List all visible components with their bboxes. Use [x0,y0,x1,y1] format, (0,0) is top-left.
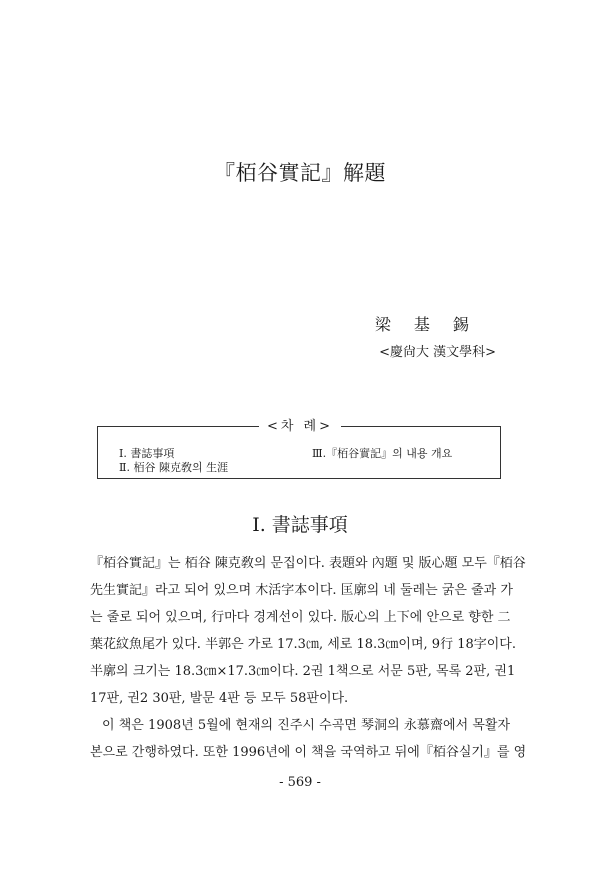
toc-label [0,415,600,434]
toc-item-2: Ⅱ. 栢谷 陳克敎의 生涯 [119,461,229,474]
body-line: 『栢谷實記』는 栢谷 陳克敎의 문집이다. 表題와 內題 및 版心題 모두『栢谷 [90,556,526,571]
author-affiliation: <慶尙大 漢文學科> [379,345,496,360]
body-line: 는 줄로 되어 있으며, 行마다 경계선이 있다. 版心의 上下에 안으로 향한 二 [90,610,511,625]
page-title: 『栢谷實記』解題 [214,161,386,185]
body-line: 葉花紋魚尾가 있다. 半郭은 가로 17.3㎝, 세로 18.3㎝이며, 9行 18字이다. [90,637,516,652]
body-line: 본으로 간행하였다. 또한 1996년에 이 책을 국역하고 뒤에『栢谷실기』를 영 [90,745,527,760]
body-line: 先生實記』라고 되어 있으며 木活字本이다. 匡廓의 네 둘레는 굵은 줄과 가 [90,583,513,598]
toc-label-text: <차 례> [259,419,341,434]
body-line: 17판, 권2 30판, 발문 4판 등 모두 58판이다. [90,691,349,706]
author-name: 梁 基 錫 [374,315,478,334]
body-line: 半廓의 크기는 18.3㎝×17.3㎝이다. 2권 1책으로 서문 5판, 목록 2판, 권1 [90,664,516,679]
body-line: 이 책은 1908년 5월에 현재의 진주시 수곡면 琴洞의 永慕齋에서 목활자 [102,718,510,733]
section-heading: Ⅰ. 書誌事項 [252,514,348,536]
page-number: - 569 - [279,775,321,790]
toc-item-1: Ⅰ. 書誌事項 [119,447,175,460]
toc-item-3: Ⅲ.『栢谷實記』의 내용 개요 [312,447,453,460]
